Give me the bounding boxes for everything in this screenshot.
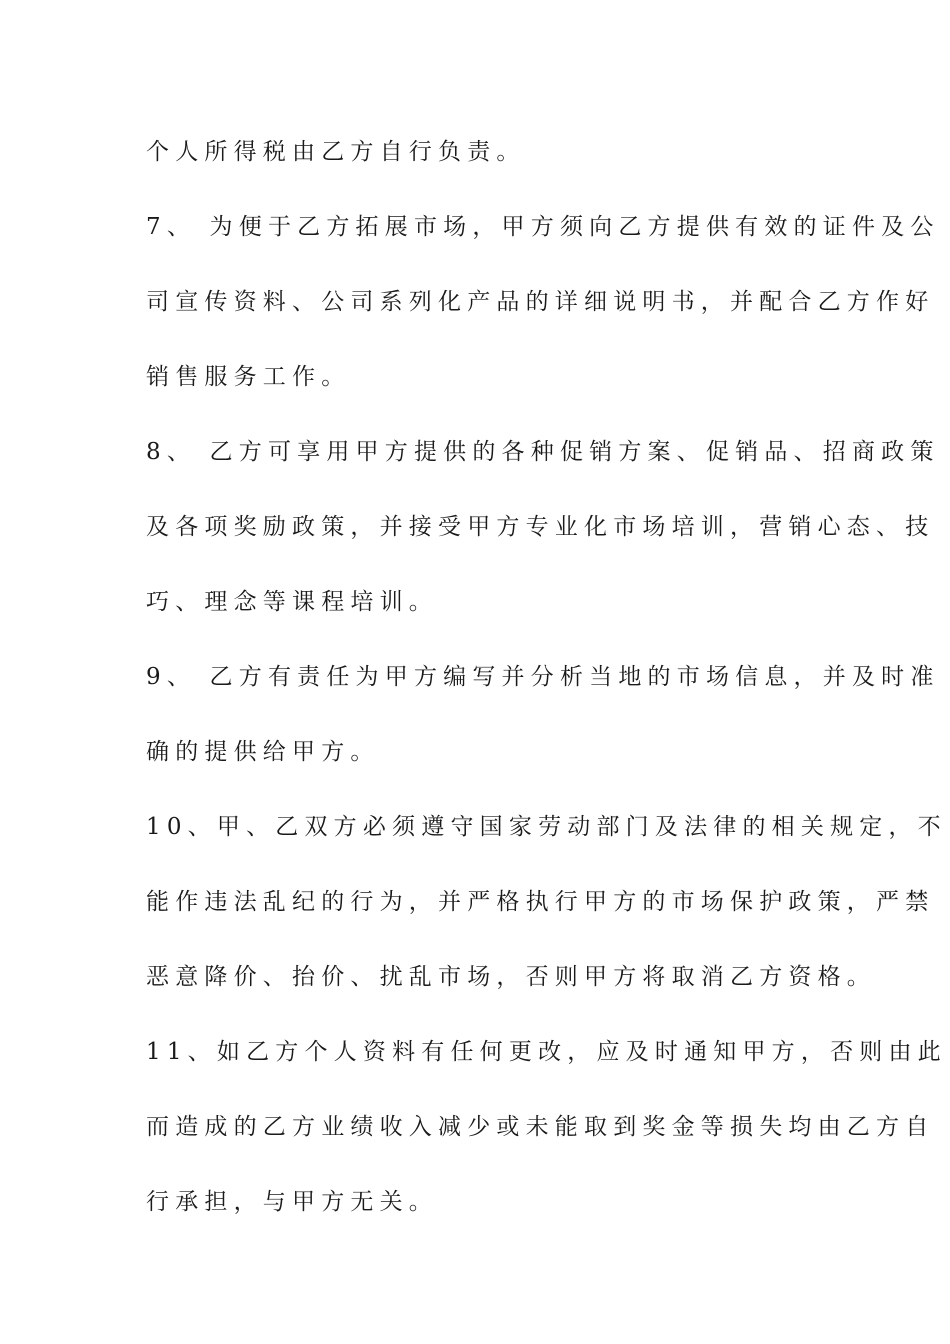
paragraph-line: 恶意降价、抬价、扰乱市场，否则甲方将取消乙方资格。 bbox=[146, 964, 876, 990]
paragraph-line: 行承担，与甲方无关。 bbox=[146, 1189, 438, 1215]
paragraph-line: 10、甲、乙双方必须遵守国家劳动部门及法律的相关规定，不 bbox=[146, 814, 947, 840]
paragraph-line: 巧、理念等课程培训。 bbox=[146, 589, 438, 615]
paragraph-line: 11、如乙方个人资料有任何更改，应及时通知甲方，否则由此 bbox=[146, 1039, 947, 1065]
paragraph-line: 9、 乙方有责任为甲方编写并分析当地的市场信息，并及时准 bbox=[146, 664, 940, 690]
paragraph-line: 销售服务工作。 bbox=[146, 364, 351, 390]
paragraph-line: 确的提供给甲方。 bbox=[146, 739, 380, 765]
paragraph-line: 8、 乙方可享用甲方提供的各种促销方案、促销品、招商政策 bbox=[146, 439, 940, 465]
paragraph-line: 能作违法乱纪的行为，并严格执行甲方的市场保护政策，严禁 bbox=[146, 889, 935, 915]
paragraph-line: 司宣传资料、公司系列化产品的详细说明书，并配合乙方作好 bbox=[146, 289, 935, 315]
paragraph-line: 及各项奖励政策，并接受甲方专业化市场培训，营销心态、技 bbox=[146, 514, 935, 540]
paragraph-line: 7、 为便于乙方拓展市场，甲方须向乙方提供有效的证件及公 bbox=[146, 214, 940, 240]
paragraph-line: 而造成的乙方业绩收入减少或未能取到奖金等损失均由乙方自 bbox=[146, 1114, 935, 1140]
paragraph-line: 个人所得税由乙方自行负责。 bbox=[146, 139, 526, 165]
